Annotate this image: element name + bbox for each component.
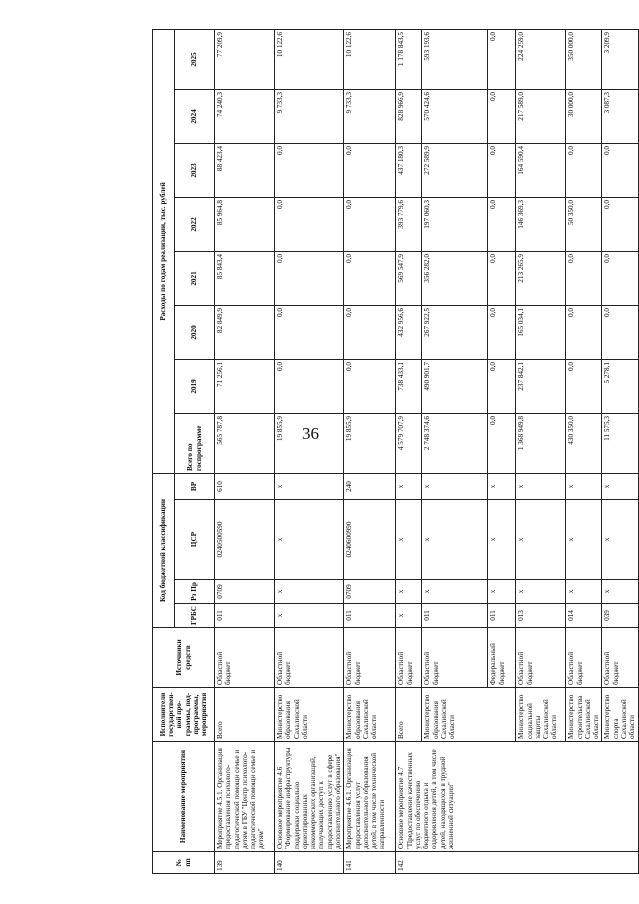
cell-year: 0,0 bbox=[602, 197, 638, 251]
cell-year: 0,0 bbox=[566, 143, 602, 197]
cell-csr: х bbox=[396, 500, 422, 580]
cell-year: 0,0 bbox=[275, 197, 344, 251]
cell-year: 165 034,1 bbox=[516, 305, 566, 359]
cell-rzpr: х bbox=[602, 580, 638, 604]
cell-vr: х bbox=[422, 473, 488, 499]
cell-vr: х bbox=[488, 473, 516, 499]
cell-year: 0,0 bbox=[344, 251, 396, 305]
header-year: 2023 bbox=[175, 143, 215, 197]
header-year: 2020 bbox=[175, 305, 215, 359]
cell-source: Федеральный бюджет bbox=[488, 628, 516, 688]
cell-total: 430 350,0 bbox=[566, 413, 602, 473]
cell-year: 9 733,3 bbox=[344, 89, 396, 143]
cell-year: 356 282,0 bbox=[422, 251, 488, 305]
cell-total: 11 575,3 bbox=[602, 413, 638, 473]
cell-source: Областной бюджет bbox=[516, 628, 566, 688]
header-year: 2024 bbox=[175, 89, 215, 143]
cell-year: 0,0 bbox=[488, 29, 516, 89]
cell-csr: 0240500590 bbox=[215, 500, 275, 580]
cell-year: 71 256,1 bbox=[215, 359, 275, 413]
cell-csr: х bbox=[275, 500, 344, 580]
cell-csr: х bbox=[488, 500, 516, 580]
header-year: 2022 bbox=[175, 197, 215, 251]
cell-rzpr: х bbox=[566, 580, 602, 604]
cell-vr: х bbox=[516, 473, 566, 499]
cell-grbs: х bbox=[275, 604, 344, 628]
cell-year: 237 842,1 bbox=[516, 359, 566, 413]
cell-year: 0,0 bbox=[344, 359, 396, 413]
cell-year: 393 779,6 bbox=[396, 197, 422, 251]
cell-grbs: 011 bbox=[422, 604, 488, 628]
cell-csr: 0240600990 bbox=[344, 500, 396, 580]
cell-executor: Министерство социальной защиты Сахалинской области bbox=[516, 688, 566, 742]
cell-year: 1 178 843,5 bbox=[396, 29, 422, 89]
cell-grbs: 011 bbox=[344, 604, 396, 628]
header-name: Наименование мероприятия bbox=[153, 742, 215, 852]
cell-source: Областной бюджет bbox=[566, 628, 602, 688]
header-no: № пп bbox=[153, 852, 215, 874]
budget-table-rotated bbox=[152, 30, 637, 874]
header-sources: Источники средств bbox=[153, 628, 215, 688]
cell-source: Областной бюджет bbox=[396, 628, 422, 688]
cell-executor: Министерство образования Сахалинской области bbox=[344, 688, 396, 742]
cell-year: 82 849,9 bbox=[215, 305, 275, 359]
header-csr: ЦСР bbox=[175, 500, 215, 580]
cell-year: 146 369,3 bbox=[516, 197, 566, 251]
cell-rzpr: 0709 bbox=[215, 580, 275, 604]
cell-rzpr: х bbox=[396, 580, 422, 604]
header-expenses: Расходы по годам реализации, тыс. рублей bbox=[153, 29, 175, 473]
cell-rzpr: х bbox=[516, 580, 566, 604]
header-year: 2019 bbox=[175, 359, 215, 413]
header-total: Всего по госпрограмме bbox=[175, 413, 215, 473]
cell-year: 0,0 bbox=[602, 251, 638, 305]
cell-executor: Министерство образования Сахалинской области bbox=[275, 688, 344, 742]
cell-no: 141 bbox=[344, 852, 396, 874]
cell-year: 437 180,3 bbox=[396, 143, 422, 197]
table-row bbox=[396, 29, 422, 873]
cell-year: 432 956,6 bbox=[396, 305, 422, 359]
cell-name: Основное мероприятие 4.6 "Формирование инфраструктуры поддержки социально ориентированных некоммерческих организаций, получающих доступ к предоставлению услуг в сфере дополнительного образования" bbox=[275, 742, 344, 852]
cell-year: 569 547,9 bbox=[396, 251, 422, 305]
cell-total: 2 748 374,6 bbox=[422, 413, 488, 473]
header-rzpr: Рз Пр bbox=[175, 580, 215, 604]
cell-year: 164 590,4 bbox=[516, 143, 566, 197]
table-row bbox=[215, 29, 275, 873]
cell-grbs: х bbox=[396, 604, 422, 628]
cell-year: 0,0 bbox=[344, 143, 396, 197]
cell-year: 0,0 bbox=[344, 197, 396, 251]
cell-year: 0,0 bbox=[566, 305, 602, 359]
cell-year: 828 966,9 bbox=[396, 89, 422, 143]
budget-table bbox=[152, 29, 639, 874]
cell-year: 0,0 bbox=[566, 359, 602, 413]
cell-name: Мероприятие 4.6.1. Организация предоставления услуг дополнительного образования детей, в том числе технической направленности bbox=[344, 742, 396, 852]
cell-executor: Всего bbox=[396, 688, 422, 742]
cell-year: 88 423,4 bbox=[215, 143, 275, 197]
cell-year: 350 000,0 bbox=[566, 29, 602, 89]
header-year: 2025 bbox=[175, 29, 215, 89]
cell-year: 570 424,6 bbox=[422, 89, 488, 143]
cell-year: 0,0 bbox=[275, 143, 344, 197]
cell-year: 30 000,0 bbox=[566, 89, 602, 143]
cell-total: 19 855,9 bbox=[275, 413, 344, 473]
cell-year: 0,0 bbox=[602, 143, 638, 197]
cell-vr: х bbox=[396, 473, 422, 499]
cell-year: 224 259,0 bbox=[516, 29, 566, 89]
cell-year: 50 350,0 bbox=[566, 197, 602, 251]
cell-year: 0,0 bbox=[602, 305, 638, 359]
cell-grbs: 014 bbox=[566, 604, 602, 628]
cell-no: 139 bbox=[215, 852, 275, 874]
cell-year: 267 922,5 bbox=[422, 305, 488, 359]
header-vr: ВР bbox=[175, 473, 215, 499]
cell-source: Областной бюджет bbox=[422, 628, 488, 688]
cell-no: 140 bbox=[275, 852, 344, 874]
cell-year: 10 122,6 bbox=[344, 29, 396, 89]
cell-year: 0,0 bbox=[275, 305, 344, 359]
cell-total: 1 368 949,8 bbox=[516, 413, 566, 473]
cell-source: Областной бюджет bbox=[344, 628, 396, 688]
cell-year: 490 901,7 bbox=[422, 359, 488, 413]
cell-grbs: 039 bbox=[602, 604, 638, 628]
cell-year: 10 122,6 bbox=[275, 29, 344, 89]
cell-year: 85 843,4 bbox=[215, 251, 275, 305]
cell-total: 4 579 707,9 bbox=[396, 413, 422, 473]
cell-year: 3 087,3 bbox=[602, 89, 638, 143]
cell-year: 0,0 bbox=[275, 359, 344, 413]
cell-grbs: 011 bbox=[215, 604, 275, 628]
cell-year: 0,0 bbox=[344, 305, 396, 359]
cell-executor: Министерство образования Сахалинской области bbox=[422, 688, 516, 742]
cell-year: 0,0 bbox=[488, 143, 516, 197]
cell-year: 197 060,3 bbox=[422, 197, 488, 251]
cell-year: 593 193,6 bbox=[422, 29, 488, 89]
cell-year: 0,0 bbox=[488, 197, 516, 251]
cell-executor: Министерство спорта Сахалинской области bbox=[602, 688, 638, 742]
header-budget-code: Код бюджетной классификации bbox=[153, 473, 175, 627]
cell-vr: 240 bbox=[344, 473, 396, 499]
cell-no: 142 bbox=[396, 852, 638, 874]
cell-rzpr: 0709 bbox=[344, 580, 396, 604]
cell-total: 19 855,9 bbox=[344, 413, 396, 473]
cell-year: 9 733,3 bbox=[275, 89, 344, 143]
cell-year: 74 240,3 bbox=[215, 89, 275, 143]
cell-year: 77 209,9 bbox=[215, 29, 275, 89]
cell-csr: х bbox=[602, 500, 638, 580]
cell-year: 213 265,9 bbox=[516, 251, 566, 305]
table-row bbox=[344, 29, 396, 873]
cell-year: 3 209,9 bbox=[602, 29, 638, 89]
cell-rzpr: х bbox=[422, 580, 488, 604]
cell-year: 272 589,9 bbox=[422, 143, 488, 197]
cell-year: 738 433,1 bbox=[396, 359, 422, 413]
cell-year: 0,0 bbox=[488, 89, 516, 143]
header-year: 2021 bbox=[175, 251, 215, 305]
cell-total: 0,0 bbox=[488, 413, 516, 473]
cell-year: 85 964,8 bbox=[215, 197, 275, 251]
cell-year: 0,0 bbox=[488, 305, 516, 359]
cell-source: Областной бюджет bbox=[275, 628, 344, 688]
header-executors: Исполнители государствен-ной про-граммы, под-программы, мероприятия bbox=[153, 688, 215, 742]
cell-source: Областной бюджет bbox=[602, 628, 638, 688]
cell-year: 217 589,0 bbox=[516, 89, 566, 143]
cell-year: 0,0 bbox=[566, 251, 602, 305]
cell-csr: х bbox=[516, 500, 566, 580]
cell-csr: х bbox=[566, 500, 602, 580]
cell-csr: х bbox=[422, 500, 488, 580]
cell-grbs: 013 bbox=[516, 604, 566, 628]
page-number: 36 bbox=[302, 424, 319, 443]
cell-rzpr: х bbox=[275, 580, 344, 604]
cell-source: Областной бюджет bbox=[215, 628, 275, 688]
cell-vr: х bbox=[602, 473, 638, 499]
cell-executor: Министерство строительства Сахалинской области bbox=[566, 688, 602, 742]
cell-year: 0,0 bbox=[488, 251, 516, 305]
cell-vr: х bbox=[275, 473, 344, 499]
cell-grbs: 011 bbox=[488, 604, 516, 628]
cell-total: 565 787,8 bbox=[215, 413, 275, 473]
cell-name: Мероприятие 4.5.1. Организация предоставления психолого-педагогической помощи семье и детям в ГБУ "Центр психолого-педагогической помощи семье и детям" bbox=[215, 742, 275, 852]
cell-vr: 610 bbox=[215, 473, 275, 499]
header-grbs: ГРБС bbox=[175, 604, 215, 628]
cell-year: 0,0 bbox=[275, 251, 344, 305]
cell-year: 0,0 bbox=[488, 359, 516, 413]
cell-executor: Всего bbox=[215, 688, 275, 742]
cell-rzpr: х bbox=[488, 580, 516, 604]
table-row bbox=[275, 29, 344, 873]
cell-vr: х bbox=[566, 473, 602, 499]
cell-year: 5 278,1 bbox=[602, 359, 638, 413]
cell-name: Основное мероприятие 4.7 "Предоставление качественных услуг по обеспечению бюджетного отдыха и оздоровления детей, в том числе детей, находящихся в трудной жизненной ситуации" bbox=[396, 742, 638, 852]
